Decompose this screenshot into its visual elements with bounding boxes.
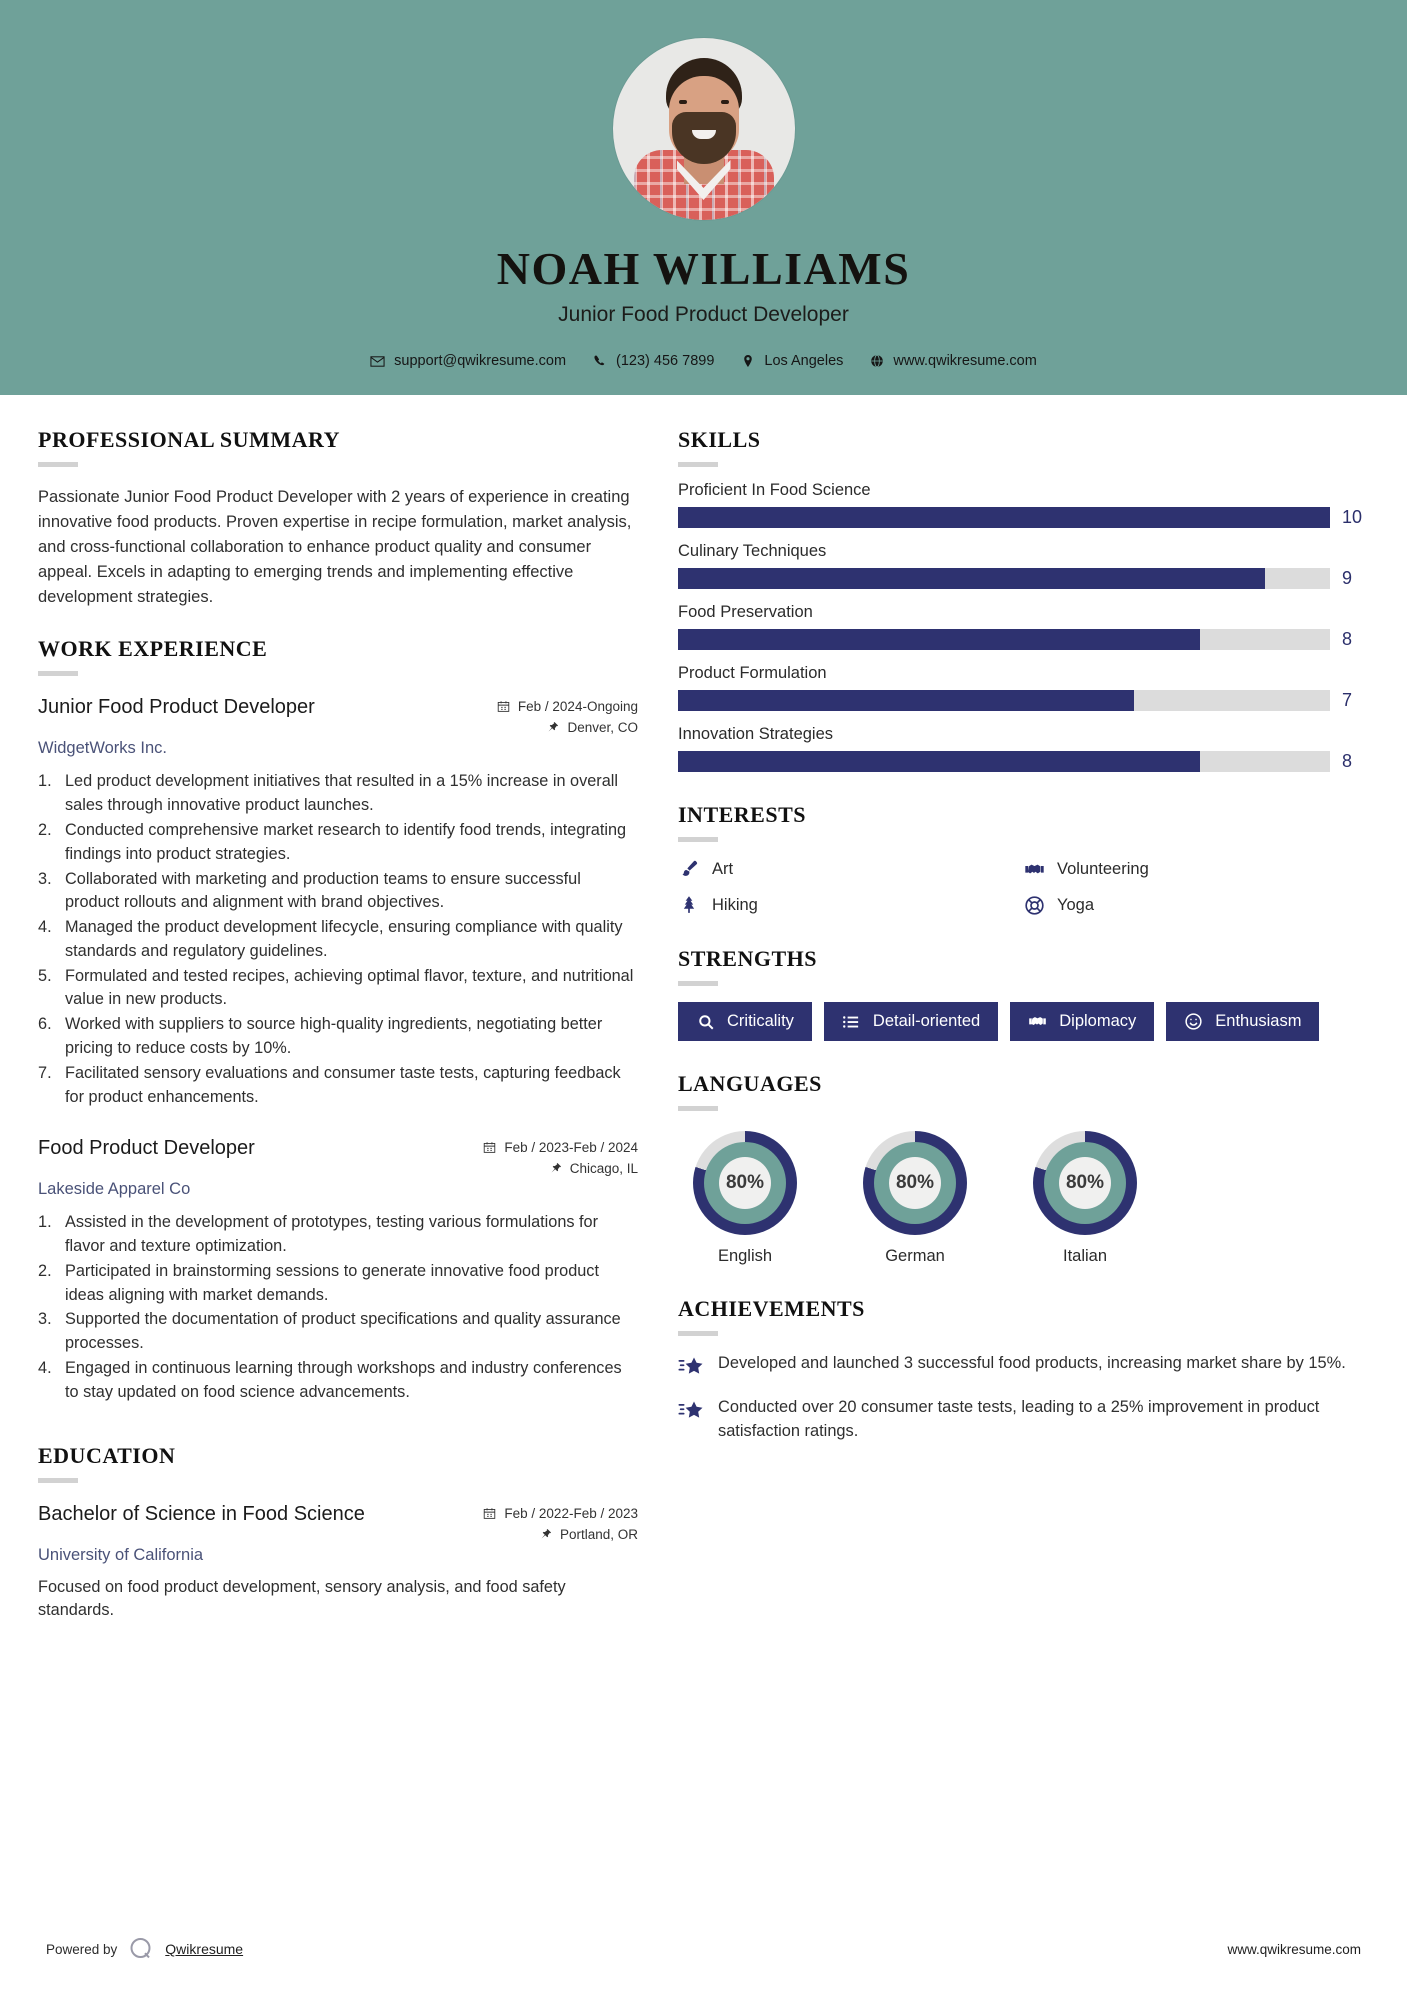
skill-bar-row bbox=[678, 568, 1368, 589]
skill-value: 8 bbox=[1342, 751, 1353, 771]
job-meta bbox=[496, 699, 638, 735]
interest-label: Hiking bbox=[712, 895, 758, 914]
skill-value: 8 bbox=[1342, 629, 1353, 649]
section-professional-summary bbox=[38, 427, 638, 610]
interest-label: Volunteering bbox=[1057, 859, 1149, 878]
avatar-eye-left bbox=[679, 100, 687, 104]
interests-grid bbox=[678, 858, 1368, 916]
job-location: Chicago, IL bbox=[569, 1161, 638, 1177]
skill-bar-track bbox=[678, 568, 1330, 589]
avatar bbox=[613, 38, 795, 220]
section-title-achievements: ACHIEVEMENTS bbox=[678, 1296, 865, 1321]
job-bullet: Led product development initiatives that resulted in a 15% increase in overall sales through innovative product launches. bbox=[65, 772, 618, 815]
education-entry-head bbox=[38, 1503, 638, 1542]
achievement-text: Conducted over 20 consumer taste tests, leading to a 25% improvement in product satisfaction ratings. bbox=[718, 1398, 1320, 1440]
footer-brand-group bbox=[46, 1936, 243, 1962]
section-title-summary: PROFESSIONAL SUMMARY bbox=[38, 427, 340, 452]
pin-icon bbox=[548, 1161, 563, 1176]
section-rule bbox=[678, 1106, 718, 1111]
donut-percent: 80% bbox=[1059, 1157, 1111, 1209]
language-donut bbox=[1033, 1131, 1137, 1235]
interest-label: Art bbox=[712, 859, 734, 878]
contact-location-text: Los Angeles bbox=[764, 353, 844, 369]
section-rule bbox=[678, 462, 718, 467]
language-item bbox=[678, 1131, 812, 1266]
section-rule bbox=[678, 837, 718, 842]
education-date: Feb / 2022-Feb / 2023 bbox=[504, 1505, 638, 1521]
contact-phone-text: (123) 456 7899 bbox=[616, 353, 715, 369]
skill-bar-fill bbox=[678, 507, 1330, 528]
strength-label: Diplomacy bbox=[1059, 1012, 1137, 1030]
section-rule bbox=[38, 671, 78, 676]
skill-value: 10 bbox=[1342, 507, 1363, 527]
language-item bbox=[848, 1131, 982, 1266]
job-date: Feb / 2024-Ongoing bbox=[517, 699, 638, 715]
calendar-icon bbox=[482, 1140, 497, 1155]
strength-tag-enthusiasm bbox=[1166, 1002, 1319, 1041]
handshake-icon bbox=[1028, 1012, 1047, 1031]
job-date: Feb / 2023-Feb / 2024 bbox=[504, 1140, 638, 1156]
language-label: Italian bbox=[1062, 1247, 1108, 1265]
section-title-interests: INTERESTS bbox=[678, 802, 807, 827]
job-bullets bbox=[38, 1211, 638, 1404]
job-date-row bbox=[482, 1140, 638, 1155]
section-skills bbox=[678, 427, 1368, 772]
calendar-icon bbox=[482, 1506, 497, 1521]
school-name: University of California bbox=[38, 1545, 204, 1564]
contact-email-text: support@qwikresume.com bbox=[394, 353, 567, 369]
strengths-list bbox=[678, 1002, 1368, 1041]
powered-by-label: Powered by bbox=[46, 1941, 118, 1957]
education-meta bbox=[482, 1506, 638, 1542]
education-entry-sub bbox=[38, 1546, 638, 1565]
job-date-row bbox=[496, 699, 638, 714]
footer-website[interactable]: www.qwikresume.com bbox=[1227, 1941, 1361, 1957]
job-meta bbox=[482, 1140, 638, 1176]
strength-label: Enthusiasm bbox=[1215, 1012, 1302, 1030]
skill-item bbox=[678, 603, 1368, 650]
pin-icon bbox=[538, 1527, 553, 1542]
strength-tag-criticality bbox=[678, 1002, 812, 1041]
skill-bar-fill bbox=[678, 690, 1134, 711]
section-title-strengths: STRENGTHS bbox=[678, 946, 817, 971]
skill-bar-track bbox=[678, 690, 1330, 711]
avatar-eye-right bbox=[721, 100, 729, 104]
shooting-star-icon bbox=[678, 1354, 704, 1380]
work-entry bbox=[38, 696, 638, 1109]
skill-bar-fill bbox=[678, 629, 1200, 650]
degree-title: Bachelor of Science in Food Science bbox=[38, 1502, 365, 1525]
summary-text: Passionate Junior Food Product Developer with 2 years of experience in creating innovative food products. Proven expertise in recipe formulation, market analysis, and cross-functional collaboration to enhance product quality and consumer appeal. Excels in adapting to emerging trends and implementing effective development strategies. bbox=[38, 488, 632, 607]
qwikresume-logo-icon bbox=[128, 1936, 154, 1962]
work-entry bbox=[38, 1137, 638, 1404]
skill-item bbox=[678, 481, 1368, 528]
skill-item bbox=[678, 542, 1368, 589]
section-title-work: WORK EXPERIENCE bbox=[38, 636, 268, 662]
right-column bbox=[678, 427, 1368, 1623]
pin-icon bbox=[545, 720, 560, 735]
skill-value: 7 bbox=[1342, 690, 1353, 710]
skill-label: Innovation Strategies bbox=[678, 725, 834, 743]
job-bullet: Participated in brainstorming sessions to generate innovative food product ideas aligning with market demands. bbox=[65, 1261, 599, 1304]
resume-footer bbox=[0, 1936, 1407, 1962]
skill-bar-track bbox=[678, 751, 1330, 772]
education-location-row bbox=[482, 1527, 638, 1542]
skill-bar-row bbox=[678, 690, 1368, 711]
languages-list bbox=[678, 1131, 1368, 1266]
job-title: Junior Food Product Developer bbox=[38, 696, 315, 719]
section-title-skills: SKILLS bbox=[678, 427, 761, 452]
handshake-icon bbox=[1023, 858, 1045, 880]
section-rule bbox=[38, 1478, 78, 1483]
achievement-text: Developed and launched 3 successful food products, increasing market share by 15%. bbox=[718, 1354, 1346, 1372]
strength-tag-diplomacy bbox=[1010, 1002, 1154, 1041]
job-bullets bbox=[38, 770, 638, 1109]
donut-percent: 80% bbox=[719, 1157, 771, 1209]
job-location-row bbox=[496, 720, 638, 735]
search-icon bbox=[696, 1012, 715, 1031]
section-languages bbox=[678, 1071, 1368, 1266]
email-icon bbox=[370, 354, 385, 369]
skill-bar-row bbox=[678, 507, 1368, 528]
contact-list bbox=[0, 353, 1407, 369]
job-bullet: Facilitated sensory evaluations and consumer taste tests, capturing feedback for product enhancements. bbox=[65, 1063, 621, 1106]
job-bullet: Supported the documentation of product specifications and quality assurance processes. bbox=[65, 1310, 621, 1353]
job-bullet: Collaborated with marketing and production teams to ensure successful product rollouts and alignment with brand objectives. bbox=[65, 869, 581, 912]
skill-label: Culinary Techniques bbox=[678, 542, 827, 560]
skill-bar-fill bbox=[678, 568, 1265, 589]
strength-label: Detail-oriented bbox=[872, 1012, 981, 1030]
work-entry-head bbox=[38, 1137, 638, 1176]
skill-item bbox=[678, 664, 1368, 711]
achievement-item bbox=[678, 1352, 1368, 1380]
language-label: English bbox=[717, 1247, 773, 1265]
skill-bar-track bbox=[678, 629, 1330, 650]
strength-tag-detail-oriented bbox=[824, 1002, 998, 1041]
job-bullet: Engaged in continuous learning through workshops and industry conferences to stay updated on food science advancements. bbox=[65, 1359, 622, 1401]
work-entry-sub bbox=[38, 739, 638, 758]
contact-email[interactable] bbox=[370, 353, 566, 369]
work-entry-sub bbox=[38, 1180, 638, 1199]
job-location-row bbox=[482, 1161, 638, 1176]
avatar-photo bbox=[613, 38, 795, 220]
job-bullet: Assisted in the development of prototypes, testing various formulations for flavor and texture optimization. bbox=[65, 1213, 599, 1256]
paintbrush-icon bbox=[678, 858, 700, 880]
interest-item bbox=[1023, 894, 1368, 916]
resume-body bbox=[0, 395, 1407, 1623]
language-label: German bbox=[885, 1247, 945, 1265]
work-entry-head bbox=[38, 696, 638, 735]
candidate-name: NOAH WILLIAMS bbox=[496, 243, 911, 294]
education-date-row bbox=[482, 1506, 638, 1521]
section-rule bbox=[38, 462, 78, 467]
education-description: Focused on food product development, sensory analysis, and food safety standards. bbox=[38, 1577, 566, 1620]
section-achievements bbox=[678, 1296, 1368, 1444]
shooting-star-icon bbox=[678, 1398, 704, 1424]
section-education bbox=[38, 1443, 638, 1624]
job-company: Lakeside Apparel Co bbox=[38, 1180, 191, 1199]
skill-bar-row bbox=[678, 751, 1368, 772]
left-column bbox=[38, 427, 638, 1623]
phone-icon bbox=[592, 354, 607, 369]
skill-bar-row bbox=[678, 629, 1368, 650]
skill-bar-track bbox=[678, 507, 1330, 528]
calendar-icon bbox=[496, 699, 511, 714]
contact-website[interactable] bbox=[869, 353, 1036, 369]
contact-website-text: www.qwikresume.com bbox=[893, 353, 1037, 369]
job-bullet: Managed the product development lifecycle, ensuring compliance with quality standards and regulatory guidelines. bbox=[65, 918, 623, 960]
interest-item bbox=[1023, 858, 1368, 880]
education-location: Portland, OR bbox=[559, 1526, 638, 1542]
skill-item bbox=[678, 725, 1368, 772]
language-donut bbox=[693, 1131, 797, 1235]
lifebuoy-icon bbox=[1023, 894, 1045, 916]
location-pin-icon bbox=[740, 354, 755, 369]
job-title: Food Product Developer bbox=[38, 1137, 255, 1160]
achievement-item bbox=[678, 1396, 1368, 1444]
smiley-icon bbox=[1184, 1012, 1203, 1031]
section-interests bbox=[678, 802, 1368, 916]
skill-label: Proficient In Food Science bbox=[678, 481, 871, 499]
section-rule bbox=[678, 981, 718, 986]
section-title-education: EDUCATION bbox=[38, 1442, 176, 1468]
job-bullet: Formulated and tested recipes, achieving optimal flavor, texture, and nutritional value in new products. bbox=[65, 966, 634, 1009]
strength-label: Criticality bbox=[727, 1012, 794, 1030]
candidate-role: Junior Food Product Developer bbox=[558, 303, 849, 326]
language-donut bbox=[863, 1131, 967, 1235]
globe-icon bbox=[869, 354, 884, 369]
job-company: WidgetWorks Inc. bbox=[38, 739, 167, 758]
qwikresume-brand-link[interactable]: Qwikresume bbox=[165, 1941, 244, 1957]
resume-header bbox=[0, 0, 1407, 395]
job-bullet: Conducted comprehensive market research to identify food trends, integrating findings into product strategies. bbox=[65, 820, 627, 863]
job-bullet: Worked with suppliers to source high-quality ingredients, negotiating better pricing to reduce costs by 10%. bbox=[65, 1015, 603, 1057]
skill-value: 9 bbox=[1342, 568, 1353, 588]
donut-percent: 80% bbox=[889, 1157, 941, 1209]
education-entry bbox=[38, 1503, 638, 1624]
section-rule bbox=[678, 1331, 718, 1336]
list-icon bbox=[842, 1012, 861, 1031]
skill-bar-fill bbox=[678, 751, 1200, 772]
contact-location bbox=[740, 353, 843, 369]
interest-item bbox=[678, 894, 1023, 916]
job-location: Denver, CO bbox=[567, 720, 638, 736]
section-work-experience bbox=[38, 636, 638, 1404]
section-title-languages: LANGUAGES bbox=[678, 1071, 822, 1096]
interest-item bbox=[678, 858, 1023, 880]
skill-label: Food Preservation bbox=[678, 603, 813, 621]
language-item bbox=[1018, 1131, 1152, 1266]
interest-label: Yoga bbox=[1057, 895, 1095, 914]
section-strengths bbox=[678, 946, 1368, 1041]
contact-phone[interactable] bbox=[592, 353, 714, 369]
tree-icon bbox=[678, 894, 700, 916]
skill-label: Product Formulation bbox=[678, 664, 827, 682]
